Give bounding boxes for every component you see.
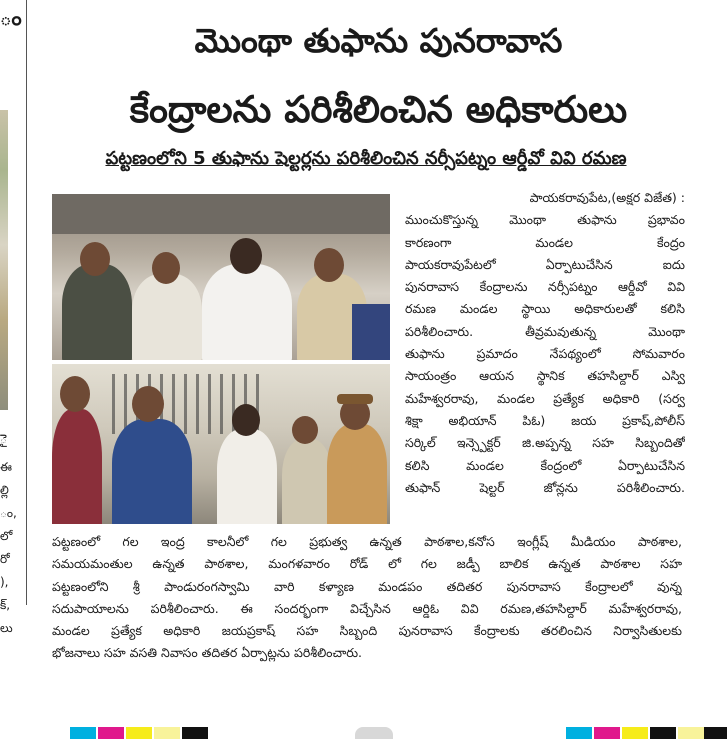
adjacent-text-fragment: రో	[0, 552, 10, 566]
registration-bar-black	[650, 727, 676, 739]
registration-bar-magenta	[98, 727, 124, 739]
article-line: సర్కిల్ ఇన్స్పెక్టర్ జి.అప్పన్న సహ సిబ్బందితో	[405, 435, 685, 451]
article-line: సదుపాయాలను పరిశీలించారు. ఈ సందర్భంగా విచ్చేసిన ఆర్డిఓ వివి రమణ,తహసిల్దార్ మహేశ్వరరావు,	[52, 600, 682, 616]
registration-bar-light-yellow	[154, 727, 180, 739]
column-divider	[26, 0, 27, 605]
adjacent-text-fragment: ం,	[0, 506, 17, 520]
registration-bar-cyan	[70, 727, 96, 739]
registration-bar-yellow	[126, 727, 152, 739]
article-column-text	[405, 187, 685, 499]
subheadline: పట్టణంలోని 5 తుఫాను షెల్టర్లను పరిశీలించిన నర్సీపట్నం ఆర్డీవో వివి రమణ	[105, 148, 627, 169]
article-line: సమయమంతుల ఉన్నత పాఠశాల, మంగళవారం రోడ్ లో గల జడ్పీ బాలిక ఉన్నత పాఠశాల సహ	[52, 556, 682, 572]
registration-bar-yellow	[622, 727, 648, 739]
article-line: సాయంత్రం ఆయన స్థానిక తహసిల్దార్ ఎస్వి	[405, 368, 685, 384]
article-line: పట్టణంలో గల ఇంద్ర కాలనీలో గల ప్రభుత్వ ఉన్నత పాఠశాల,కనోస ఇంగ్లీష్ మీడియం పాఠశాల,	[52, 534, 682, 549]
registration-bar-light-yellow	[678, 727, 704, 739]
adjacent-text-fragment: ),	[0, 575, 9, 589]
adjacent-text-fragment: క్,	[0, 598, 11, 612]
adjacent-text-fragment: లో	[0, 529, 13, 543]
article-line: మండల ప్రత్యేక అధికారి జయప్రకాష్ సహ సిబ్బంది పునరావాస కేంద్రాలకు తరలించిన నిర్వాసితులకు	[52, 623, 682, 639]
registration-bar-black	[704, 727, 727, 739]
registration-bar-black	[182, 727, 208, 739]
registration-bar-cyan	[566, 727, 592, 739]
adjacent-text-fragment: లు	[0, 621, 13, 635]
adjacent-photo-edge	[0, 110, 8, 410]
article-line: పరిశీలించారు. తీవ్రమవుతున్న మొంథా	[405, 323, 685, 339]
article-line: కలిసి మండల కేంద్రంలో ఏర్పాటుచేసిన	[405, 457, 685, 473]
article-line: ముంచుకొస్తున్న మొంథా తుఫాను ప్రభావం	[405, 212, 685, 228]
headline-line-2: కేంద్రాలను పరిశీలించిన అధికారులు	[129, 88, 628, 131]
article-line: పట్టణంలోని శ్రీ పాండురంగస్వామి వారి కళ్యాణ మండపం తదితర పునరావాస కేంద్రాలలో వున్న	[52, 578, 682, 594]
adjacent-text-fragment: ఈ	[0, 460, 12, 474]
adjacent-text-fragment: ైె	[0, 432, 7, 446]
article-line: తుఫాన్ షెల్టర్ జోన్లను పరిశీలించారు.	[405, 479, 685, 495]
headline-line-1: మొంథా తుఫాను పునరావాస	[194, 21, 563, 60]
news-photo-officials-indoor	[52, 194, 390, 360]
article-line: రమణ మండల స్థాయి అధికారులతో కలిసి	[405, 301, 685, 317]
article-line: శిక్షా అభియాన్ పిఓ) జయ ప్రకాష్,పోలీస్	[405, 412, 685, 428]
article-line: భోజనాలు సహ వసతి నివాసం తదితర ఏర్పాట్లను పరిశీలించారు.	[52, 645, 363, 661]
adjacent-column-fragment	[0, 0, 30, 739]
adjacent-text-fragment: ల్లి	[0, 483, 9, 497]
article-body-text	[52, 531, 682, 665]
news-photo-officials-shelter	[52, 364, 390, 524]
article-line: పాయకరావుపేటలో ఏర్పాటుచేసిన ఐదు	[405, 256, 685, 272]
registration-bar-magenta	[594, 727, 620, 739]
article-line: తుఫాను ప్రమాదం నేపథ్యంలో సోమవారం	[405, 346, 685, 362]
article-line: పాయకరావుపేట,(అక్షర విజేత) :	[529, 190, 685, 205]
registration-mark	[355, 727, 393, 739]
adjacent-glyph: ం	[0, 6, 22, 30]
article-line: కారణంగా మండల కేంద్రం	[405, 234, 685, 250]
article-line: మహేశ్వరరావు, మండల ప్రత్యేక అధికారి (సర్వ	[405, 390, 685, 406]
article-line: పునరావాస కేంద్రాలను నర్సీపట్నం ఆర్డీవో వివి	[405, 279, 685, 295]
